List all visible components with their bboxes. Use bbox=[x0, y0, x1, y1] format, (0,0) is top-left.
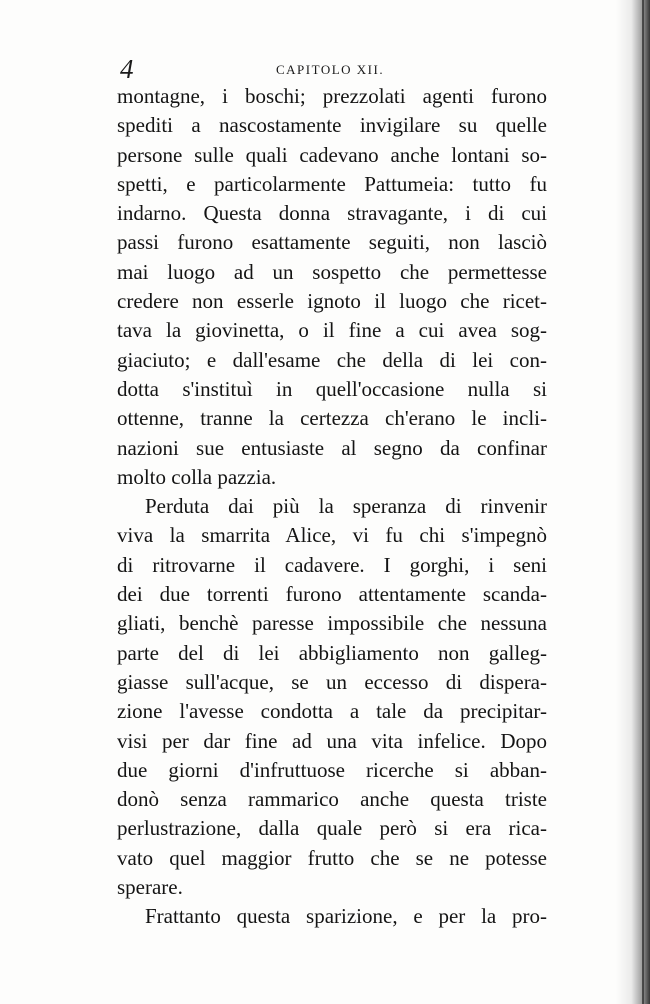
text-line: giaciuto; e dall'esame che della di lei con- bbox=[117, 347, 547, 372]
text-line: credere non esserle ignoto il luogo che ricet- bbox=[117, 289, 547, 314]
page-header bbox=[116, 54, 546, 84]
text-line: dei due torrenti furono attentamente scanda- bbox=[117, 582, 547, 607]
text-line: spetti, e particolarmente Pattumeia: tutto fu bbox=[117, 171, 547, 196]
text-line: viva la smarrita Alice, vi fu chi s'impegnò bbox=[117, 523, 547, 548]
text-line: passi furono esattamente seguiti, non lasciò bbox=[117, 230, 547, 255]
text-line: montagne, i boschi; prezzolati agenti furono bbox=[117, 84, 547, 108]
text-line: giasse sull'acque, se un eccesso di dispera- bbox=[117, 669, 547, 694]
paragraph-first-line: Perduta dai più la speranza di rinvenir bbox=[145, 494, 547, 519]
page-number: 4 bbox=[120, 54, 134, 84]
text-line: persone sulle quali cadevano anche lontani so- bbox=[117, 142, 547, 167]
text-line: spediti a nascostamente invigilare su quelle bbox=[117, 113, 547, 138]
text-line: parte del di lei abbigliamento non galleg- bbox=[117, 640, 547, 665]
text-line: perlustrazione, dalla quale però si era rica- bbox=[117, 816, 547, 841]
page-spine-shadow bbox=[616, 0, 650, 1004]
text-line: donò senza rammarico anche questa triste bbox=[117, 787, 547, 812]
page-spine-edge bbox=[642, 0, 644, 1004]
text-line: di ritrovarne il cadavere. I gorghi, i seni bbox=[117, 552, 547, 577]
text-line: vato quel maggior frutto che se ne potesse bbox=[117, 845, 547, 870]
text-line: zione l'avesse condotta a tale da precipitar- bbox=[117, 699, 547, 724]
text-line: due giorni d'infruttuose ricerche si abban- bbox=[117, 757, 547, 782]
text-line: dotta s'instituì in quell'occasione nulla si bbox=[117, 376, 547, 401]
text-line: ottenne, tranne la certezza ch'erano le incli- bbox=[117, 406, 547, 431]
text-line: visi per dar fine ad una vita infelice. Dopo bbox=[117, 728, 547, 753]
text-line: mai luogo ad un sospetto che permettesse bbox=[117, 259, 547, 284]
text-line: indarno. Questa donna stravagante, i di cui bbox=[117, 201, 547, 226]
text-line: nazioni sue entusiaste al segno da confinar bbox=[117, 435, 547, 460]
running-head: CAPITOLO XII. bbox=[276, 62, 385, 77]
text-line: gliati, benchè paresse impossibile che nessuna bbox=[117, 611, 547, 636]
text-line: tava la giovinetta, o il fine a cui avea sog- bbox=[117, 318, 547, 343]
paragraph-first-line: Frattanto questa sparizione, e per la pro- bbox=[145, 904, 547, 929]
text-line: sperare. bbox=[117, 875, 183, 900]
text-line: molto colla pazzia. bbox=[117, 464, 277, 489]
body-text bbox=[117, 82, 547, 932]
